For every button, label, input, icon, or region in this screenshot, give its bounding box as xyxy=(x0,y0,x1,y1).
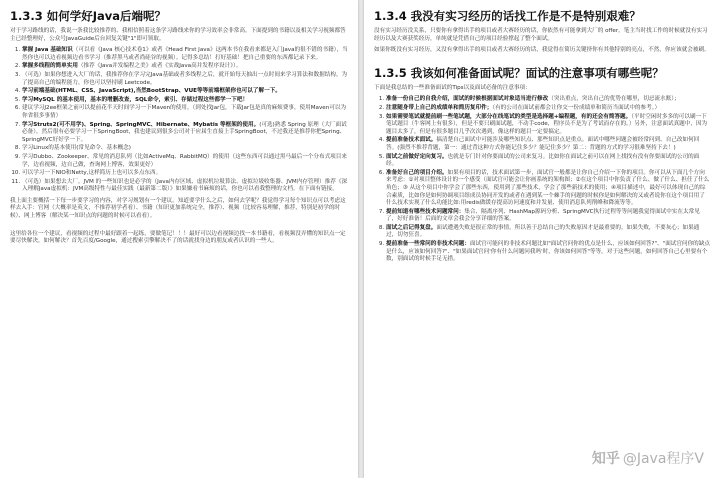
learning-path-item xyxy=(22,145,348,153)
item-text: （有的公司在面试前都会让你交一份成绩单和简历当面试中的参考。） xyxy=(492,104,661,111)
item-bold-text: 提前准备一些常问的非技术问题： xyxy=(386,241,470,248)
learning-path-item xyxy=(22,88,348,96)
item-bold-text: 掌握多线程的简单实用 xyxy=(22,63,78,70)
item-bold-text: 掌握 Java 基础知识 xyxy=(22,47,73,54)
item-text: 面试官可能问的非技术问题比如"面试官问你的优点是什么，应该如何回答?"、"面试官问你的缺点是什么，应该如何回答?"、"如果面试官问'你有什么问题问我吗'时，你该如何回答"等等，对于这些问题，如何回答自己心里要有个数，别面试的时候手足无措。 xyxy=(386,241,710,263)
item-bold-text: 提前知道有哪些技术问题常问： xyxy=(386,208,465,215)
intro-paragraph: 对于学习路线的话，我说一条我比较推荐的、我相信照着这条学习路线来你的学习效率会非常高。下面提到的书籍以及相关学习视频都答主已经整理好，公众号JavaGuide后台回复关键"1"即可领取。 xyxy=(10,28,346,42)
learning-path-item xyxy=(22,179,348,194)
interview-tips-list xyxy=(374,96,710,263)
item-text: （平时空闲时多多的可以刷一下笔试题目（牛客网上有很多），但是不要只刷面试题，不动手code，程序员不是为了考试而存在的。）另外，注意面试真题中，因为题目太多了，但是有很多题目几乎次次遇到，像这样的题目一定要搞定。 xyxy=(386,113,708,135)
item-text: （可选）如果想去大厂，JVM 的一些知识也是必学的（Java内存区域、虚拟机垃圾算法、虚拟垃圾收集器、JVM内存管理）推荐《深入理解Java虚拟机：JVM高级特性与最佳实践（最新第二版）》如果嫌看书麻烦的话，你也可以看我整理的文档。在下面有链接。 xyxy=(22,178,348,193)
item-text: 可以学习一下NIO和Netty,这样简历上也可以多点东西。 xyxy=(22,170,162,177)
zhihu-logo: 知乎 xyxy=(591,451,620,467)
internship-paragraph-1: 没有实习经历没关系，只要你有拿得出手的项目或者大赛经历的话，你依然有可能拿到大厂的 offer。笔主当时找工作的时候就没有实习经历以及大赛获奖经历，单纯就是凭借自己的项目经验撑起了整个面试。 xyxy=(374,28,708,42)
right-page xyxy=(364,0,720,478)
internship-paragraph-2: 如果你既没有实习经历，又没有拿得出手的项目或者大赛经历的话，我觉得在简历关键挤你有其他特别的亮点，不然，你应该就会被刷。 xyxy=(374,47,710,54)
interview-tip-item xyxy=(386,154,710,169)
learning-path-item xyxy=(22,47,348,62)
learning-method-paragraph: 我上面主要概括一下每一步要学习的内容，对学习规划有一个建议。知道要学什么之后，如何去学呢？我觉得学习每个知识点可以考虑这样去入手：官网（大概率是英文，不推荐初学者看）、书籍（知识更加系统完全，推荐）、视频（比较容易理解，推荐，特别是初学的时候）、网上博客（解决某一知识点的问题的时候可以看看）。 xyxy=(10,197,346,220)
item-text: 学习Linux的基本使用(常见命令、基本概念) xyxy=(22,145,131,152)
item-bold-text: 提前准备技术面试。 xyxy=(386,137,437,144)
section-title-1-3-4: 1.3.4 我没有实习经历的话找工作是不是特别艰难？ xyxy=(374,9,641,23)
interview-tip-item xyxy=(386,137,710,152)
item-text: 建议学习J2ee框架之前可以提前花半天时间学习一下Maven的使用。（到处找Jar包，下载Jar包是真的麻烦费事，使用Maven可以为你省很多事情） xyxy=(22,105,347,119)
item-bold-text: 学习前端基础(HTML、CSS、JavaScript),当然BootStrap、VUE等等前端框架你也可以了解一下。 xyxy=(22,88,281,95)
advice-paragraph: 这里给各位一个建议，看视频的过程中最好跟着一起练，要做笔记！！！最好可以边看视频边找一本书籍看，看视频没弄懂的知识点一定要尽快解决，如何解决？首先百度/Google，通过搜索引擎解决不了的话就找身边的朋友或者认识的一些人。 xyxy=(10,230,346,245)
item-bold-text: 学习MySQL 的基本使用，基本的增删改查，SQL命令，索引、存储过程这些都学一下吧！ xyxy=(22,96,249,103)
interview-tip-item xyxy=(386,105,710,113)
item-bold-text: 面试之后记得复盘。 xyxy=(386,224,437,231)
item-bold-text: 如果需要笔试就提前刷一些笔试题，大部分在线笔试的类型是选择题+编程题，有的还会有简答题。 xyxy=(386,113,632,120)
item-text: (可选)熟悉 Spring 原理（大厂面试必备），然后很有必要学习一下SpringBoot，我也建议到很多公司对于应届生直接上手SpringBoot，不过我还是推荐你把Spring、SpringMVC好好学一下。 xyxy=(22,121,347,143)
learning-path-item xyxy=(22,170,348,178)
item-bold-text: 注意随身带上自己的成绩单和简历复印件； xyxy=(386,104,493,111)
interview-tip-item xyxy=(386,170,710,208)
item-text: 搞清楚自己面试中可能涉及哪些知识点、那些知识点是重点。面试中哪些问题会被经常问到、自己改如何回答。(强烈不推荐背题，第一：通过背这种方式你能记住多少？能记住多少？第二：背题的方式的学习很难坚持下去！) xyxy=(386,137,700,151)
learning-path-item xyxy=(22,63,348,71)
section-title-1-3-3: 1.3.3 如何学好Java后端呢？ xyxy=(10,9,167,23)
item-text: 学习Dubbo、Zookeeper、常见的消息队列（比如ActiveMq、RabbitMQ）的使用（这些东西可以通过黑马最后一个分布式项目来学，边看视频，边自己做，查询网上博客，效果更好） xyxy=(22,153,347,168)
item-bold-text: 准备好自己的项目介绍。 xyxy=(386,169,448,176)
interview-tip-item xyxy=(386,241,710,264)
watermark-text: @Java程序V xyxy=(622,451,704,467)
item-text: 也就是专门针对你要面试的公司来复习。比如你在面试之前可以在网上找找有没有你要面试的公司的面经。 xyxy=(386,153,700,168)
item-text: （可选）如果你想进入大厂的话，我推荐你在学习完Java基础或者多线程之后，就开始每天抽出一点时间来学习算法和数据结构。为了提高自己的编程能力，你也可以坚持刷 Leetcode。 xyxy=(22,71,348,86)
section-title-1-3-5: 1.3.5 我该如何准备面试呢？面试的注意事项有哪些呢？ xyxy=(374,65,664,80)
learning-path-item xyxy=(22,72,348,87)
item-text: 如果有项目的话，技术面试第一步，面试官一般都是让你自己介绍一下你的项目。你可以从下面几个方向来考虑：①对项目整体设计的一个感受（面试官可能会让你画系统的架构图；②在这个项目中你负责了什么、做了什么、担任了什么角色；③ 从这个项目中你学会了那些东西，使用到了那些技术，学会了那些新技术的使用；④项目描述中，最好可以体现自己的综合素质，比如你是如何协调项目组成员协同开发的或者在遇到某一个棘手的问题的时候你是如何解决的又或者说你在这个项目用了什么技术实现了什么功能比如:用redis做缓存提高访问速度和并发量、使用消息队列削峰和降流等等。 xyxy=(386,169,710,207)
learning-path-item xyxy=(22,122,348,145)
learning-path-list xyxy=(10,47,348,194)
item-text: （可以看《Java 核心技术卷1》或者《Head First Java》这两本书在我看来都是入门Java的很不错的书籍），当然你也可以边看视频边看书学习（推荐黑马或者尚硅谷的视频）。记得多总结！打好基础！把自己重要的东西都记录下来。 xyxy=(22,47,348,61)
interview-tip-item xyxy=(386,225,710,240)
item-text: （推荐《Java并发编程之美》或者《实战Java高并发程序设计》）。 xyxy=(77,63,242,70)
learning-path-item xyxy=(22,105,348,120)
item-bold-text: 面试之前做好定向复习。 xyxy=(386,153,448,160)
item-bold-text: 学习Struts2(可不用学)、Spring、SpringMVC、Hibernate、Mybatis 等框架的使用。 xyxy=(22,121,260,128)
item-text: 集合、隔离序列、HashMap源码分析、SpringMVC执行过程等等问题我觉得面试中实在太常见了，好好准备！后面的文章会我会分享详细的答案。 xyxy=(386,208,700,223)
interview-tip-item xyxy=(386,96,710,104)
interview-tip-item xyxy=(386,209,710,224)
zhihu-watermark xyxy=(592,448,704,468)
item-text: 面试遭遇失败是很正常的事情，所以善于总结自己的失败原因才是最重要的。如果失败，不要灰心；如果通过，切勿狂喜。 xyxy=(386,224,700,239)
item-bold-text: 准备一份自己的自我介绍，面试的时候根据面试对象适当进行修改 xyxy=(386,96,549,103)
interview-intro: 下面是我总结的一些准备面试的Tips以及面试必备的注意事项： xyxy=(374,84,531,91)
learning-path-item xyxy=(22,97,348,105)
left-page xyxy=(0,0,358,478)
interview-tip-item xyxy=(386,114,710,137)
item-text: （突出重点，突出自己的优势在哪里，切忌流水账）； xyxy=(548,96,680,103)
learning-path-item xyxy=(22,154,348,169)
